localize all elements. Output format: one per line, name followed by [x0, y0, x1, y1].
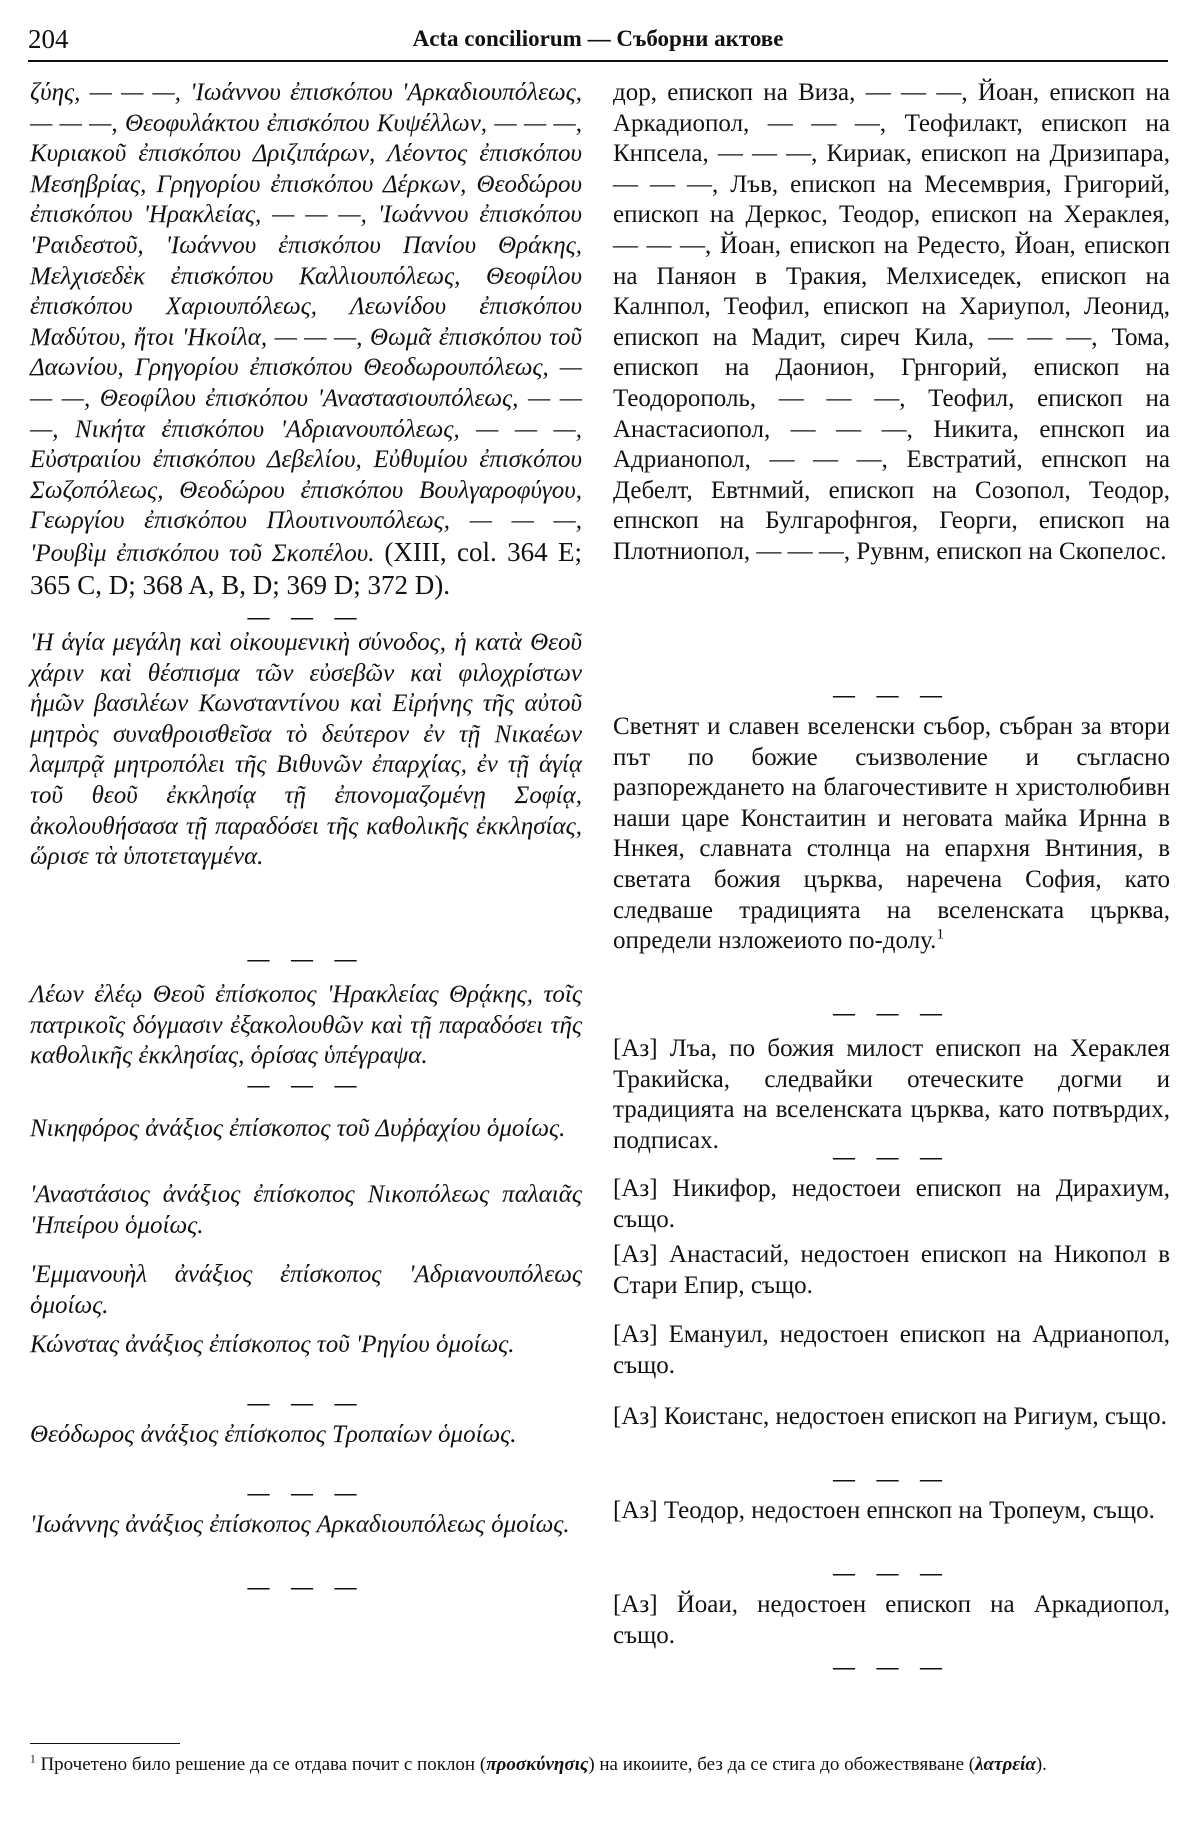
footnote-number: 1 — [30, 1753, 36, 1766]
bulgarian-bishops-list: дор, епископ на Виза, — — —, Йоан, епископ на Аркадиопол, — — —, Теофилакт, епископ на Кнпсела, — — —, Кириак, епископ на Дризипара, — — —, Лъв, епископ на Месемврия, Григорий, епископ на Деркос, Теодор, епископ на Хераклея, — — —, Йоан, епископ на Редесто, Йоан, епископ на Паняон в Тракия, Мелхиседек, епископ на Калнпол, Теофил, епископ на Хариупол, Леонид, епископ на Мадит, сиреч Кила, — — —, Тома, епископ на Даонион, Грнгорий, епископ на Теодорополь, — — —, Теофил, епископ на Анастасиопол, — — —, Никита, епнскоп иа Адрианопол, — — —, Евстратий, епнскоп на Дебелт, Евтнмий, епископ на Созопол, Теодор, епнскоп на Булгарофнгоя, Георги, епископ на Плотниопол, — — —, Рувнм, епископ на Скопелос. — [613, 79, 1170, 565]
bulgarian-signature-yoan: [Аз] Йоаи, недостоен епископ на Аркадиопол, също. — [613, 1591, 1170, 1649]
section-separator: — — — — [833, 1560, 950, 1585]
greek-bishops-text: ζύης, — — —, 'Ιωάννου ἐπισκόπου 'Αρκαδιουπόλεως, — — —, Θεοφυλάκτου ἐπισκόπου Κυψέλλων, — — —, Κυριακοῦ ἐπισκόπου Δριζιπάρων, Λέοντος ἐπισκόπου Μεσηβρίας, Γρηγορίου ἐπισκόπου Δέρκων, Θεοδώρου ἐπισκόπου 'Ηρακλείας, — — —, 'Ιωάννου ἐπισκόπου 'Ραιδεστοῦ, 'Ιωάννου ἐπισκόπου Πανίου Θράκης, Μελχισεδὲκ ἐπισκόπου Καλλιουπόλεως, Θεοφίλου ἐπισκόπου Χαριουπόλεως, Λεωνίδου ἐπισκόπου Μαδύτου, ἤτοι 'Ηκοίλα, — — —, Θωμᾶ ἐπισκόπου τοῦ Δαωνίου, Γρηγορίου ἐπισκόπου Θεοδωρουπόλεως, — — —, Θεοφίλου ἐπισκόπου 'Αναστασιουπόλεως, — — —, Νικήτα ἐπισκόπου 'Αδριανουπόλεως, — — —, Εὐστραιίου ἐπισκόπου Δεβελίου, Εὐθυμίου ἐπισκόπου Σωζοπόλεως, Θεοδώρου ἐπισκόπου Βουλγαροφύγου, Γεωργίου ἐπισκόπου Πλουτινουπόλεως, — — —, 'Ρουβὶμ ἐπισκόπου τοῦ Σκοπέλου. — [30, 79, 582, 567]
greek-signature-ioannes: 'Ιωάννης ἀνάξιος ἐπίσκοπος Αρκαδιουπόλεως ὁμοίως. — [30, 1511, 570, 1538]
footnote-greek-proskynesis: προσκύνησις — [486, 1754, 589, 1775]
section-separator: — — — — [833, 682, 950, 707]
bulgarian-preamble-text: Светнят и славен вселенски събор, събран за втори път по божие съизволение и съгласно разпореждането на благочестивите н христолюбивн наши царе Констаитин и неговата майка Ирнна в Ннкея, славната столнца на епархня Внтиния, в светата божия църква, наречена София, като следваше традицията на вселенската църква, определи нзложеиото по-долу. — [613, 713, 1170, 955]
page-header — [28, 20, 1168, 62]
section-separator: — — — — [833, 1466, 950, 1491]
footnote-text-b: ) на икоиите, без да се стига до обожествяване ( — [588, 1754, 976, 1775]
greek-signature-emmanuel: 'Εμμανουὴλ ἀνάξιος ἐπίσκοπος 'Αδριανουπόλεως ὁμοίως. — [30, 1261, 582, 1319]
section-separator: — — — — [833, 1654, 950, 1679]
footnote-greek-latreia: λατρεία — [975, 1754, 1036, 1775]
footnote-text-a: Прочетено било решение да се отдава почит с поклон ( — [40, 1754, 487, 1775]
section-separator: — — — — [247, 1390, 365, 1415]
bulgarian-signature-teodor: [Аз] Теодор, недостоен епнскоп на Тропеум, също. — [613, 1497, 1155, 1524]
section-separator: — — — — [833, 1000, 950, 1025]
footnote-rule — [30, 1743, 180, 1744]
page-number: 204 — [28, 24, 69, 54]
bulgarian-column — [613, 78, 1170, 1678]
greek-source-reference: (XIII, col. 364 E; 365 C, D; 368 A, B, D; 369 D; 372 D). — [30, 536, 582, 600]
greek-signature-konstas: Κώνστας ἀνάξιος ἐπίσκοπος τοῦ 'Ρηγίου ὁμοίως. — [30, 1331, 515, 1358]
footnote-text-c: ). — [1035, 1754, 1047, 1775]
footnote — [30, 1752, 1170, 1778]
greek-signature-leo: Λέων ἐλέῳ Θεοῦ ἐπίσκοπος 'Ηρακλείας Θρᾴκης, τοῖς πατρικοῖς δόγμασιν ἐξακολουθῶν καὶ τῇ παραδόσει τῆς καθολικῆς ἐκκλησίας, ὁρίσας ὑπέγραψα. — [30, 981, 582, 1070]
bulgarian-signature-lev: [Аз] Лъа, по божия милост епископ на Хераклея Тракийска, следвайки отеческите догми и традицията на вселенската църква, като потвърдих, подписах. — [613, 1035, 1170, 1154]
footnote-marker: 1 — [936, 926, 944, 943]
greek-column — [30, 78, 582, 1598]
section-separator: — — — — [833, 1144, 950, 1169]
greek-signature-anastasios: 'Αναστάσιος ἀνάξιος ἐπίσκοπος Νικοπόλεως παλαιᾶς 'Ηπείρου ὁμοίως. — [30, 1181, 582, 1239]
section-separator: — — — — [247, 946, 365, 971]
bulgarian-council-preamble — [613, 712, 1170, 1002]
section-separator: — — — — [247, 604, 365, 629]
running-head: Acta conciliorum — Съборни актове — [412, 26, 784, 51]
section-separator: — — — — [247, 1480, 365, 1505]
greek-signature-theodoros: Θεόδωρος ἀνάξιος ἐπίσκοπος Τροπαίων ὁμοίως. — [30, 1421, 517, 1448]
section-separator: — — — — [247, 1072, 365, 1097]
bulgarian-signature-nikifor: [Аз] Никифор, недостоеи епископ на Дирахиум, също. — [613, 1175, 1170, 1233]
greek-bishops-list — [30, 78, 582, 606]
bulgarian-signature-emanuil: [Аз] Емануил, недостоен епископ на Адрианопол, също. — [613, 1321, 1170, 1379]
bulgarian-signature-konstans: [Аз] Коистанс, недостоен епископ на Ригиум, също. — [613, 1403, 1167, 1430]
greek-council-preamble: 'Η ἁγία μεγάλη καὶ οἰκουμενικὴ σύνοδος, ἡ κατὰ Θεοῦ χάριν καὶ θέσπισμα τῶν εὐσεβῶν καὶ φιλοχρίστων ἡμῶν βασιλέων Κωνσταντίνου καὶ Εἰρήνης τῆς αὐτοῦ μητρὸς συναθροισθεῖσα τὸ δεύτερον ἐν τῇ Νικαέων λαμπρᾷ μητροπόλει τῆς Βιθυνῶν ἐπαρχίας, ἐν τῇ ἁγίᾳ τοῦ θεοῦ ἐκκλησίᾳ τῇ ἐπονομαζομένῃ Σοφίᾳ, ἀκολουθήσασα τῇ παραδόσει τῆς καθολικῆς ἐκκλησίας, ὥρισε τὰ ὑποτεταγμένα. — [30, 629, 582, 871]
section-separator: — — — — [247, 1574, 365, 1599]
greek-signature-nikephoros: Νικηφόρος ἀνάξιος ἐπίσκοπος τοῦ Δυῤῥαχίου ὁμοίως. — [30, 1115, 566, 1142]
bulgarian-signature-anastasiy: [Аз] Анастасий, недостоен епископ на Никопол в Стари Епир, също. — [613, 1241, 1170, 1299]
